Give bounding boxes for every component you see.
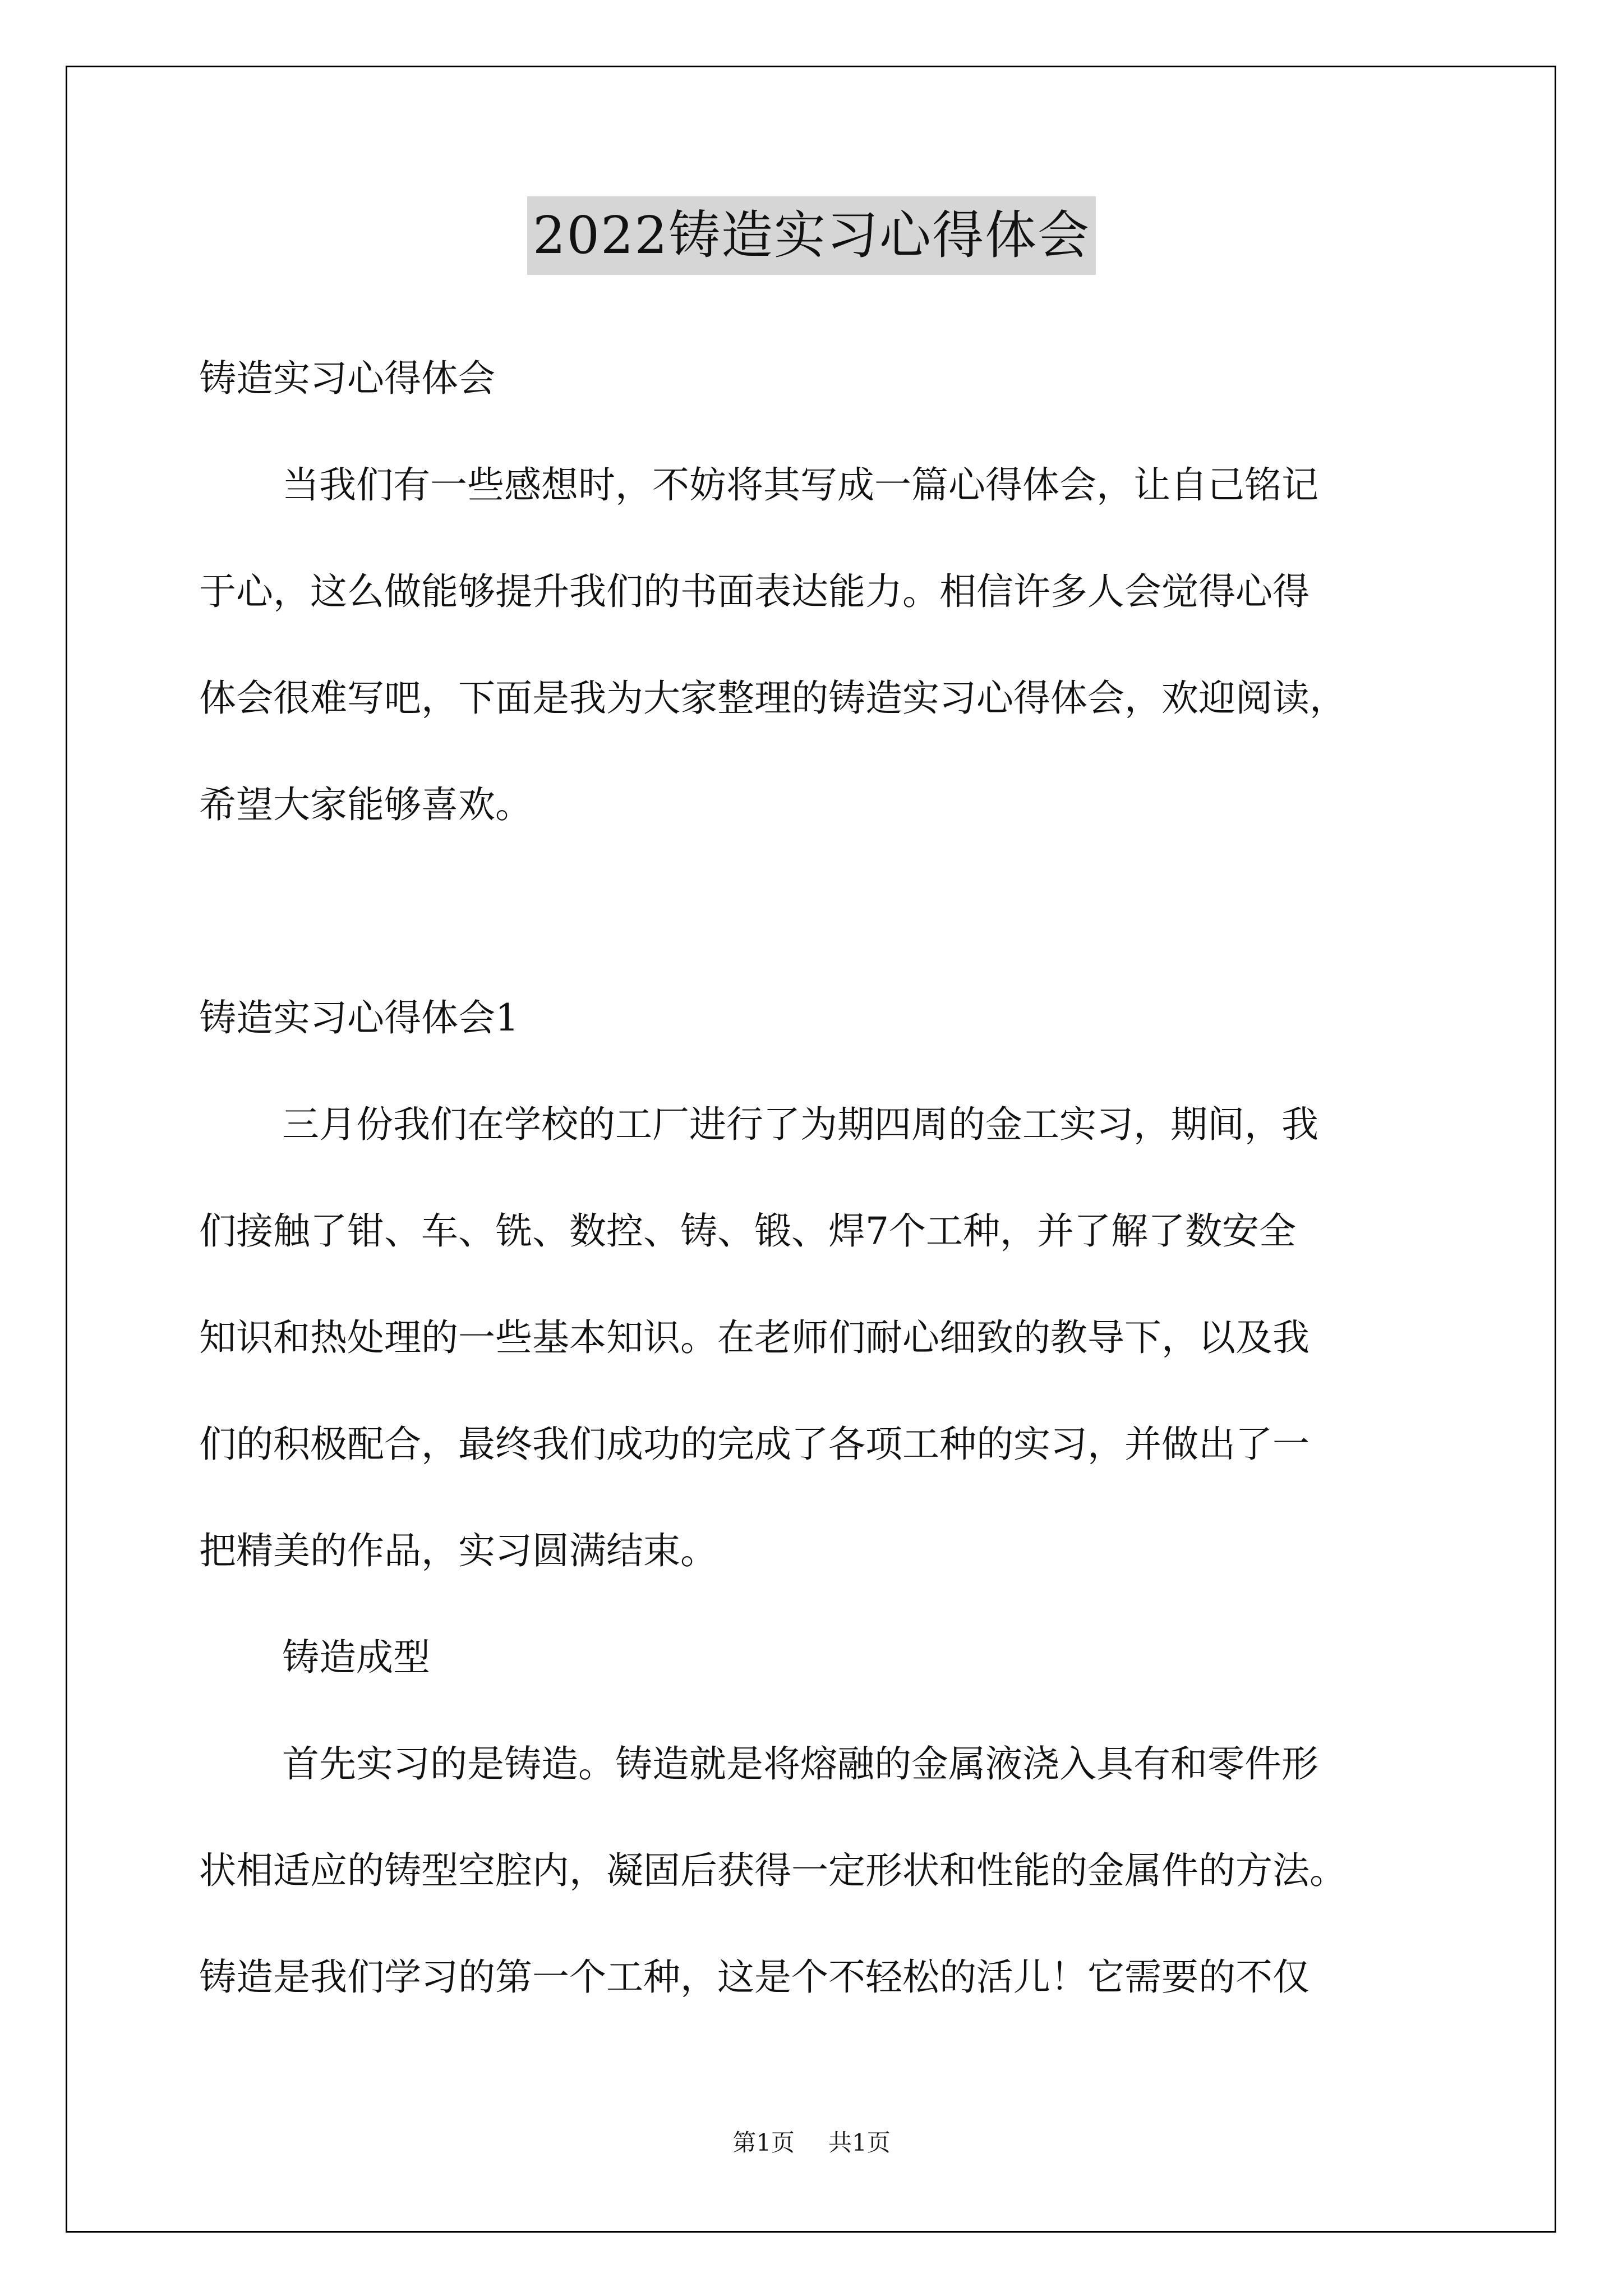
intro-line-4: 希望大家能够喜欢。 [199, 783, 532, 826]
intro-line-1: 当我们有一些感想时，不妨将其写成一篇心得体会，让自己铭记 [282, 463, 1318, 507]
subheading-casting: 铸造成型 [282, 1636, 430, 1679]
section-line-4: 们的积极配合，最终我们成功的完成了各项工种的实习，并做出了一 [199, 1423, 1310, 1466]
intro-line-2: 于心，这么做能够提升我们的书面表达能力。相信许多人会觉得心得 [199, 570, 1310, 613]
section-line-3: 知识和热处理的一些基本知识。在老师们耐心细致的教导下，以及我 [199, 1316, 1310, 1359]
section-line-2: 们接触了钳、车、铣、数控、铸、锻、焊7个工种，并了解了数安全 [199, 1209, 1296, 1253]
section-line-1: 三月份我们在学校的工厂进行了为期四周的金工实习，期间，我 [282, 1103, 1318, 1146]
total-pages: 共1页 [828, 2129, 891, 2156]
page-number: 第1页 [732, 2129, 795, 2156]
document-title: 2022铸造实习心得体会 [527, 196, 1096, 275]
section-line-5: 把精美的作品，实习圆满结束。 [199, 1529, 717, 1572]
section-heading: 铸造实习心得体会1 [199, 996, 519, 1039]
document-subtitle: 铸造实习心得体会 [199, 357, 495, 400]
page-footer [0, 2126, 1623, 2160]
casting-line-1: 首先实习的是铸造。铸造就是将熔融的金属液浇入具有和零件形 [282, 1742, 1318, 1786]
intro-line-3: 体会很难写吧，下面是我为大家整理的铸造实习心得体会，欢迎阅读， [199, 677, 1347, 720]
casting-line-2: 状相适应的铸型空腔内，凝固后获得一定形状和性能的金属件的方法。 [199, 1849, 1347, 1892]
title-container [0, 196, 1623, 275]
casting-line-3: 铸造是我们学习的第一个工种，这是个不轻松的活儿！它需要的不仅 [199, 1955, 1310, 1999]
